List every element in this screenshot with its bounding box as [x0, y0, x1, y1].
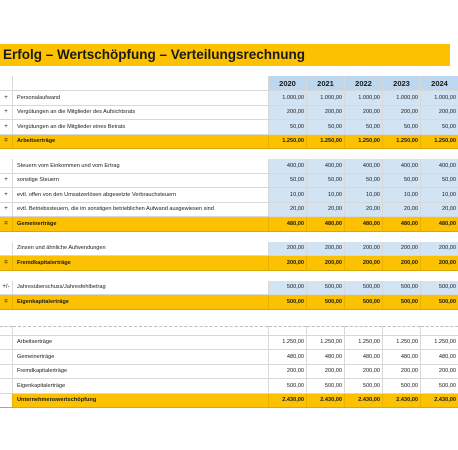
empty-cell: [345, 309, 383, 320]
value-cell[interactable]: 1.250,00: [269, 134, 307, 149]
row-label-cell[interactable]: Steuern vom Einkommen und vom Ertrag: [13, 159, 269, 173]
empty-cell: [0, 231, 13, 242]
value-cell[interactable]: 200,00: [345, 364, 383, 379]
empty-cell: [0, 270, 13, 281]
operator-cell[interactable]: =: [0, 295, 13, 310]
value-cell[interactable]: 1.000,00: [421, 91, 458, 106]
value-cell[interactable]: 10,00: [269, 188, 307, 203]
empty-cell: [0, 326, 13, 335]
value-cell[interactable]: 500,00: [421, 295, 458, 310]
value-cell[interactable]: 200,00: [269, 364, 307, 379]
empty-cell: [345, 270, 383, 281]
empty-cell: [269, 231, 307, 242]
operator-cell[interactable]: =: [0, 134, 13, 149]
sheet-title: Erfolg – Wertschöpfung – Verteilungsrechnung: [3, 47, 306, 62]
spacer-row: [0, 231, 458, 242]
empty-cell: [307, 326, 345, 335]
value-cell[interactable]: 480,00: [345, 350, 383, 365]
value-cell[interactable]: 480,00: [269, 350, 307, 365]
row-label-cell[interactable]: Vergütungen an die Mitglieder eines Beirats: [13, 120, 269, 135]
value-cell[interactable]: 200,00: [345, 242, 383, 256]
value-cell[interactable]: 50,00: [269, 120, 307, 135]
row-label-cell[interactable]: evtl. Betriebssteuern, die im sonstigen betrieblichen Aufwand ausgewiesen sind: [13, 202, 269, 217]
value-cell[interactable]: 1.000,00: [345, 91, 383, 106]
value-cell[interactable]: 500,00: [269, 295, 307, 310]
value-cell[interactable]: 500,00: [307, 379, 345, 394]
value-cell[interactable]: 480,00: [383, 350, 421, 365]
value-cell[interactable]: 480,00: [383, 217, 421, 232]
value-cell[interactable]: 500,00: [383, 379, 421, 394]
row-label-cell[interactable]: Fremdkapitalerträge: [13, 364, 269, 379]
operator-cell[interactable]: [0, 159, 13, 173]
value-cell[interactable]: 200,00: [307, 256, 345, 271]
operator-cell[interactable]: +: [0, 188, 13, 203]
row-label-cell[interactable]: Arbeitserträge: [13, 134, 269, 149]
value-cell[interactable]: 50,00: [383, 173, 421, 188]
value-cell[interactable]: 500,00: [383, 295, 421, 310]
value-cell[interactable]: 200,00: [383, 364, 421, 379]
empty-cell: [383, 149, 421, 160]
value-table: [0, 76, 458, 408]
row-label-cell[interactable]: Vergütungen an die Mitglieder des Aufsichtsrats: [13, 105, 269, 120]
value-cell[interactable]: 2.430,00: [307, 393, 345, 408]
empty-cell: [307, 309, 345, 320]
value-cell[interactable]: 1.250,00: [307, 335, 345, 350]
value-cell[interactable]: 50,00: [345, 173, 383, 188]
value-cell[interactable]: 1.250,00: [345, 134, 383, 149]
value-cell[interactable]: 480,00: [269, 217, 307, 232]
empty-cell: [0, 149, 13, 160]
empty-cell: [383, 326, 421, 335]
year-header[interactable]: 2020: [269, 76, 307, 91]
row-label-cell[interactable]: Unternehmenswertschöpfung: [13, 393, 269, 408]
value-cell[interactable]: 200,00: [269, 242, 307, 256]
value-cell[interactable]: 1.250,00: [383, 335, 421, 350]
value-cell[interactable]: 480,00: [421, 217, 458, 232]
value-cell[interactable]: 50,00: [383, 120, 421, 135]
header-blank-cell: [0, 76, 13, 91]
row-label-cell[interactable]: Zinsen und ähnliche Aufwendungen: [13, 242, 269, 256]
operator-cell[interactable]: +: [0, 91, 13, 106]
subtotal-row: [0, 134, 458, 149]
value-cell[interactable]: 500,00: [307, 295, 345, 310]
row-label-cell[interactable]: Gemeinerträge: [13, 350, 269, 365]
summary-row: [0, 364, 458, 379]
empty-cell: [269, 309, 307, 320]
value-cell[interactable]: 500,00: [345, 281, 383, 295]
value-cell[interactable]: 200,00: [421, 364, 458, 379]
year-header[interactable]: 2021: [307, 76, 345, 91]
row-label-cell[interactable]: Eigenkapitalerträge: [13, 295, 269, 310]
spacer-row: [0, 326, 458, 335]
value-cell[interactable]: 400,00: [345, 159, 383, 173]
year-header[interactable]: 2022: [345, 76, 383, 91]
empty-cell: [345, 326, 383, 335]
value-cell[interactable]: 20,00: [383, 202, 421, 217]
value-cell[interactable]: 200,00: [383, 242, 421, 256]
total-row: [0, 393, 458, 408]
year-header-row: [0, 76, 458, 91]
row-label-cell[interactable]: Arbeitserträge: [13, 335, 269, 350]
value-cell[interactable]: 400,00: [421, 159, 458, 173]
empty-cell: [269, 149, 307, 160]
value-cell[interactable]: 50,00: [345, 120, 383, 135]
value-cell[interactable]: 50,00: [421, 120, 458, 135]
value-cell[interactable]: 200,00: [269, 105, 307, 120]
row-label-cell[interactable]: Jahresüberschuss/Jahresfehlbetrag: [13, 281, 269, 295]
table-row: [0, 105, 458, 120]
empty-cell: [13, 270, 269, 281]
operator-cell[interactable]: [0, 393, 13, 408]
value-cell[interactable]: 2.430,00: [345, 393, 383, 408]
empty-cell: [13, 309, 269, 320]
spacer-row: [0, 270, 458, 281]
value-cell[interactable]: 50,00: [307, 120, 345, 135]
empty-cell: [421, 231, 458, 242]
operator-cell[interactable]: +: [0, 105, 13, 120]
row-label-cell[interactable]: Fremdkapitalerträge: [13, 256, 269, 271]
subtotal-row: [0, 295, 458, 310]
value-cell[interactable]: 1.250,00: [269, 335, 307, 350]
value-cell[interactable]: 1.250,00: [421, 335, 458, 350]
value-cell[interactable]: 480,00: [307, 350, 345, 365]
value-cell[interactable]: 50,00: [421, 173, 458, 188]
value-cell[interactable]: 500,00: [307, 281, 345, 295]
operator-cell[interactable]: [0, 242, 13, 256]
operator-cell[interactable]: +: [0, 173, 13, 188]
value-cell[interactable]: 1.250,00: [383, 134, 421, 149]
empty-cell: [345, 149, 383, 160]
value-cell[interactable]: 500,00: [269, 379, 307, 394]
operator-cell[interactable]: [0, 364, 13, 379]
value-cell[interactable]: 20,00: [345, 202, 383, 217]
empty-cell: [345, 231, 383, 242]
value-cell[interactable]: 10,00: [421, 188, 458, 203]
value-cell[interactable]: 10,00: [345, 188, 383, 203]
value-cell[interactable]: 200,00: [421, 256, 458, 271]
value-cell[interactable]: 200,00: [307, 242, 345, 256]
header-label-cell: [13, 76, 269, 91]
empty-cell: [307, 270, 345, 281]
operator-cell[interactable]: [0, 379, 13, 394]
value-cell[interactable]: 200,00: [421, 105, 458, 120]
value-cell[interactable]: 500,00: [421, 281, 458, 295]
row-label-cell[interactable]: sonstige Steuern: [13, 173, 269, 188]
value-cell[interactable]: 500,00: [421, 379, 458, 394]
empty-cell: [307, 231, 345, 242]
empty-cell: [13, 231, 269, 242]
value-cell[interactable]: 200,00: [269, 256, 307, 271]
value-cell[interactable]: 1.250,00: [421, 134, 458, 149]
row-label-cell[interactable]: Eigenkapitalerträge: [13, 379, 269, 394]
summary-row: [0, 335, 458, 350]
value-cell[interactable]: 20,00: [307, 202, 345, 217]
value-cell[interactable]: 10,00: [307, 188, 345, 203]
empty-cell: [383, 270, 421, 281]
empty-cell: [421, 270, 458, 281]
table-row: [0, 159, 458, 173]
row-label-cell[interactable]: Gemeinerträge: [13, 217, 269, 232]
operator-cell[interactable]: [0, 350, 13, 365]
value-cell[interactable]: 1.250,00: [345, 335, 383, 350]
operator-cell[interactable]: +: [0, 120, 13, 135]
value-cell[interactable]: 20,00: [269, 202, 307, 217]
value-cell[interactable]: 10,00: [383, 188, 421, 203]
operator-cell[interactable]: =: [0, 256, 13, 271]
summary-row: [0, 379, 458, 394]
year-header[interactable]: 2024: [421, 76, 458, 91]
table-row: [0, 188, 458, 203]
value-cell[interactable]: 200,00: [383, 256, 421, 271]
value-cell[interactable]: 200,00: [307, 105, 345, 120]
value-cell[interactable]: 1.250,00: [307, 134, 345, 149]
operator-cell[interactable]: +/-: [0, 281, 13, 295]
empty-cell: [13, 326, 269, 335]
operator-cell[interactable]: +: [0, 202, 13, 217]
value-cell[interactable]: 200,00: [383, 105, 421, 120]
value-cell[interactable]: 200,00: [307, 364, 345, 379]
value-cell[interactable]: 2.430,00: [383, 393, 421, 408]
subtotal-row: [0, 217, 458, 232]
empty-cell: [0, 309, 13, 320]
row-label-cell[interactable]: Personalaufwand: [13, 91, 269, 106]
table-row: [0, 120, 458, 135]
spacer-row: [0, 309, 458, 320]
value-cell[interactable]: 200,00: [345, 105, 383, 120]
empty-cell: [383, 231, 421, 242]
table-row: [0, 242, 458, 256]
table-row: [0, 281, 458, 295]
empty-cell: [421, 149, 458, 160]
value-cell[interactable]: 480,00: [307, 217, 345, 232]
value-cell[interactable]: 20,00: [421, 202, 458, 217]
operator-cell[interactable]: [0, 335, 13, 350]
title-bar: [0, 44, 450, 66]
value-cell[interactable]: 50,00: [269, 173, 307, 188]
empty-cell: [421, 326, 458, 335]
table-row: [0, 202, 458, 217]
value-cell[interactable]: 200,00: [345, 256, 383, 271]
value-cell[interactable]: 50,00: [307, 173, 345, 188]
table-row: [0, 173, 458, 188]
operator-cell[interactable]: =: [0, 217, 13, 232]
empty-cell: [383, 309, 421, 320]
empty-cell: [421, 309, 458, 320]
value-cell[interactable]: 400,00: [269, 159, 307, 173]
table-row: [0, 91, 458, 106]
value-cell[interactable]: 400,00: [383, 159, 421, 173]
value-cell[interactable]: 500,00: [269, 281, 307, 295]
empty-cell: [269, 270, 307, 281]
empty-cell: [13, 149, 269, 160]
year-header[interactable]: 2023: [383, 76, 421, 91]
value-cell[interactable]: 480,00: [421, 350, 458, 365]
value-cell[interactable]: 200,00: [421, 242, 458, 256]
summary-row: [0, 350, 458, 365]
empty-cell: [307, 149, 345, 160]
subtotal-row: [0, 256, 458, 271]
value-cell[interactable]: 500,00: [383, 281, 421, 295]
value-cell[interactable]: 2.430,00: [269, 393, 307, 408]
value-cell[interactable]: 500,00: [345, 295, 383, 310]
value-cell[interactable]: 480,00: [345, 217, 383, 232]
empty-cell: [269, 326, 307, 335]
value-cell[interactable]: 400,00: [307, 159, 345, 173]
value-cell[interactable]: 2.430,00: [421, 393, 458, 408]
row-label-cell[interactable]: evtl. offen von den Umsatzerlösen abgesetzte Verbrauchsteuern: [13, 188, 269, 203]
spacer-row: [0, 149, 458, 160]
value-cell[interactable]: 1.000,00: [269, 91, 307, 106]
value-cell[interactable]: 1.000,00: [383, 91, 421, 106]
value-cell[interactable]: 1.000,00: [307, 91, 345, 106]
value-cell[interactable]: 500,00: [345, 379, 383, 394]
